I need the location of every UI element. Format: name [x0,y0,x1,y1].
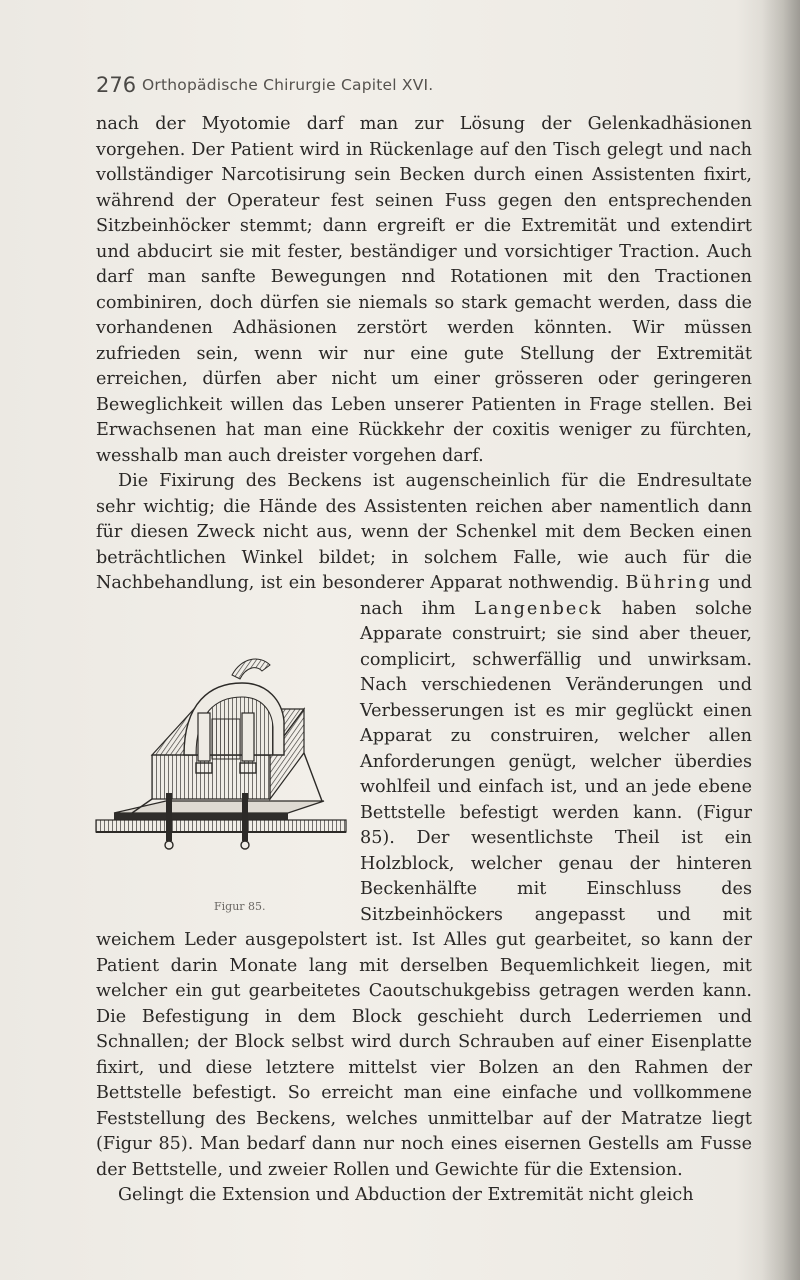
paragraph-3: Gelingt die Extension und Abduction der Extremität nicht gleich [118,1185,694,1205]
pelvis-fixation-apparatus-illustration [92,643,350,885]
paragraph-2-mid: und nach ihm [360,573,753,619]
running-title: Orthopädische Chirurgie Capitel XVI. [142,76,434,94]
page-header [96,73,756,99]
page-edge-shadow [762,0,800,1280]
figure-caption: Figur 85. [214,899,266,913]
figure-85 [92,597,352,923]
author-name-buehring: Bühring [625,573,712,593]
paragraph-2-before: Die Fixirung des Beckens ist augenscheinlich für die Endresultate sehr wichtig; die Hände des Assistenten reichen aber namentlich dann für diesen Zweck nicht aus, wenn der Schenkel mit dem Becken einen beträchtlichen Winkel bildet; in solchem Falle, wie auch für die Nachbehandlung, ist ein besonderer Apparat nothwendig. [96,471,752,593]
paragraph-1: nach der Myotomie darf man zur Lösung der Gelenkadhäsionen vorgehen. Der Patient wird in Rückenlage auf den Tisch gelegt und nach vollständiger Narcotisirung sein Becken durch einen Assistenten fixirt, während der Operateur fest seinen Fuss gegen den entsprechenden Sitzbeinhöcker stemmt; dann ergreift er die Extremität und extendirt und abducirt sie mit fester, beständiger und vorsichtiger Traction. Auch darf man sanfte Bewegungen nnd Rotationen mit den Tractionen combiniren, doch dürfen sie niemals so stark gemacht werden, dass die vorhandenen Adhäsionen zerstört werden könnten. Wir müssen zufrieden sein, wenn wir nur eine gute Stellung der Extremität erreichen, dürfen aber nicht um einer grösseren oder geringeren Beweglichkeit willen das Leben unserer Patienten in Frage stellen. Bei Erwachsenen hat man eine Rückkehr der coxitis weniger zu fürchten, wesshalb man auch dreister vorgehen darf. [96,114,752,466]
author-name-langenbeck: Langenbeck [474,598,603,619]
paragraph-2 [96,469,752,1183]
page-number: 276 [96,73,137,97]
paragraph-2-after: haben solche Apparate construirt; sie sind aber theuer, complicirt, schwerfällig und unwirksam. Nach verschiedenen Veränderungen und Verbesserungen ist es mir geglückt einen Apparat zu construiren, welcher allen Anforderungen genügt, welcher überdies wohlfeil und einfach ist, und an jede ebene Bettstelle befestigt werden kann. (Figur 85). Der wesentlichste Theil ist ein Holzblock, welcher genau der hinteren Beckenhälfte mit Einschluss des Sitzbeinhöckers angepasst und mit weichem Leder ausgepolstert ist. Ist Alles gut gearbeitet, so kann der Patient darin Monate lang mit derselben Bequemlichkeit liegen, mit welcher ein gut gearbeitetes Caoutschukgebiss getragen werden kann. Die Befestigung in dem Block geschieht durch Lederriemen und Schnallen; der Block selbst wird durch Schrauben auf einer Eisenplatte fixirt, und diese letztere mittelst vier Bolzen an den Rahmen der Bettstelle befestigt. So erreicht man eine einfache und vollkommene Feststellung des Beckens, welches unmittelbar auf der Matratze liegt (Figur 85). Man bedarf dann nur noch eines eisernen Gestells am Fusse der Bettstelle, und zweier Rollen und Gewichte für die Extension. [96,598,753,1180]
body-text [96,112,752,1209]
